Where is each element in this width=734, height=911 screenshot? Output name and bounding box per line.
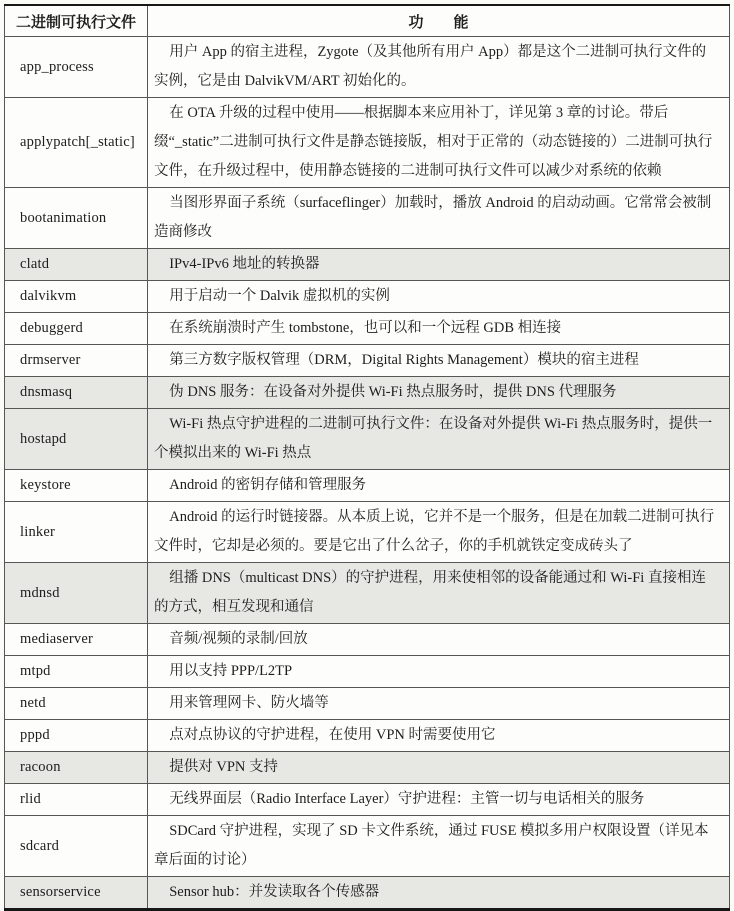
- function-description: 无线界面层（Radio Interface Layer）守护进程：主管一切与电话相关的服务: [148, 784, 730, 816]
- function-description: 当图形界面子系统（surfaceflinger）加载时，播放 Android 的启动动画。它常常会被制造商修改: [148, 188, 730, 249]
- binary-name: hostapd: [5, 409, 148, 470]
- function-description: 在系统崩溃时产生 tombstone，也可以和一个远程 GDB 相连接: [148, 313, 730, 345]
- table-row: [5, 624, 730, 656]
- table-row: [5, 377, 730, 409]
- function-description: IPv4-IPv6 地址的转换器: [148, 249, 730, 281]
- function-description: Android 的运行时链接器。从本质上说，它并不是一个服务，但是在加载二进制可执行文件时，它却是必须的。要是它出了什么岔子，你的手机就铁定变成砖头了: [148, 502, 730, 563]
- header-row: [5, 5, 730, 37]
- binary-name: pppd: [5, 720, 148, 752]
- binary-name: applypatch[_static]: [5, 98, 148, 188]
- table-row: [5, 656, 730, 688]
- binaries-table: [4, 4, 730, 911]
- binary-name: mdnsd: [5, 563, 148, 624]
- table-row: [5, 877, 730, 910]
- binary-name: rlid: [5, 784, 148, 816]
- table-row: [5, 752, 730, 784]
- function-description: 点对点协议的守护进程，在使用 VPN 时需要使用它: [148, 720, 730, 752]
- table-row: [5, 249, 730, 281]
- binary-name: dnsmasq: [5, 377, 148, 409]
- binary-name: drmserver: [5, 345, 148, 377]
- function-description: Wi-Fi 热点守护进程的二进制可执行文件：在设备对外提供 Wi-Fi 热点服务时，提供一个模拟出来的 Wi-Fi 热点: [148, 409, 730, 470]
- binary-name: bootanimation: [5, 188, 148, 249]
- binary-name: clatd: [5, 249, 148, 281]
- binary-name: app_process: [5, 37, 148, 98]
- table-row: [5, 688, 730, 720]
- function-description: 提供对 VPN 支持: [148, 752, 730, 784]
- table-row: [5, 563, 730, 624]
- function-description: 用以支持 PPP/L2TP: [148, 656, 730, 688]
- table-row: [5, 313, 730, 345]
- table-row: [5, 470, 730, 502]
- table-row: [5, 345, 730, 377]
- binary-name: keystore: [5, 470, 148, 502]
- function-description: 用于启动一个 Dalvik 虚拟机的实例: [148, 281, 730, 313]
- binary-name: debuggerd: [5, 313, 148, 345]
- table-body: [5, 37, 730, 910]
- function-description: 用来管理网卡、防火墙等: [148, 688, 730, 720]
- binary-name: sdcard: [5, 816, 148, 877]
- binary-name: dalvikvm: [5, 281, 148, 313]
- column-header-binary: 二进制可执行文件: [5, 5, 148, 37]
- table-row: [5, 784, 730, 816]
- table-row: [5, 281, 730, 313]
- table-row: [5, 720, 730, 752]
- table-row: [5, 409, 730, 470]
- table-row: [5, 37, 730, 98]
- function-description: 组播 DNS（multicast DNS）的守护进程，用来使相邻的设备能通过和 Wi-Fi 直接相连的方式，相互发现和通信: [148, 563, 730, 624]
- binary-name: racoon: [5, 752, 148, 784]
- binary-name: mediaserver: [5, 624, 148, 656]
- table-row: [5, 188, 730, 249]
- function-description: 用户 App 的宿主进程，Zygote（及其他所有用户 App）都是这个二进制可执行文件的实例，它是由 DalvikVM/ART 初始化的。: [148, 37, 730, 98]
- column-header-function: 功 能: [148, 5, 730, 37]
- binary-name: linker: [5, 502, 148, 563]
- function-description: 音频/视频的录制/回放: [148, 624, 730, 656]
- table-row: [5, 502, 730, 563]
- function-description: 伪 DNS 服务：在设备对外提供 Wi-Fi 热点服务时，提供 DNS 代理服务: [148, 377, 730, 409]
- function-description: SDCard 守护进程，实现了 SD 卡文件系统，通过 FUSE 模拟多用户权限设置（详见本章后面的讨论）: [148, 816, 730, 877]
- function-description: 在 OTA 升级的过程中使用——根据脚本来应用补丁，详见第 3 章的讨论。带后缀“_static”二进制可执行文件是静态链接版，相对于正常的（动态链接的）二进制可执行文件，在升级过程中，使用静态链接的二进制可执行文件可以减少对系统的依赖: [148, 98, 730, 188]
- binary-name: mtpd: [5, 656, 148, 688]
- binary-name: netd: [5, 688, 148, 720]
- function-description: Android 的密钥存储和管理服务: [148, 470, 730, 502]
- function-description: Sensor hub：并发读取各个传感器: [148, 877, 730, 910]
- binary-name: sensorservice: [5, 877, 148, 910]
- table-row: [5, 98, 730, 188]
- table-row: [5, 816, 730, 877]
- function-description: 第三方数字版权管理（DRM，Digital Rights Management）模块的宿主进程: [148, 345, 730, 377]
